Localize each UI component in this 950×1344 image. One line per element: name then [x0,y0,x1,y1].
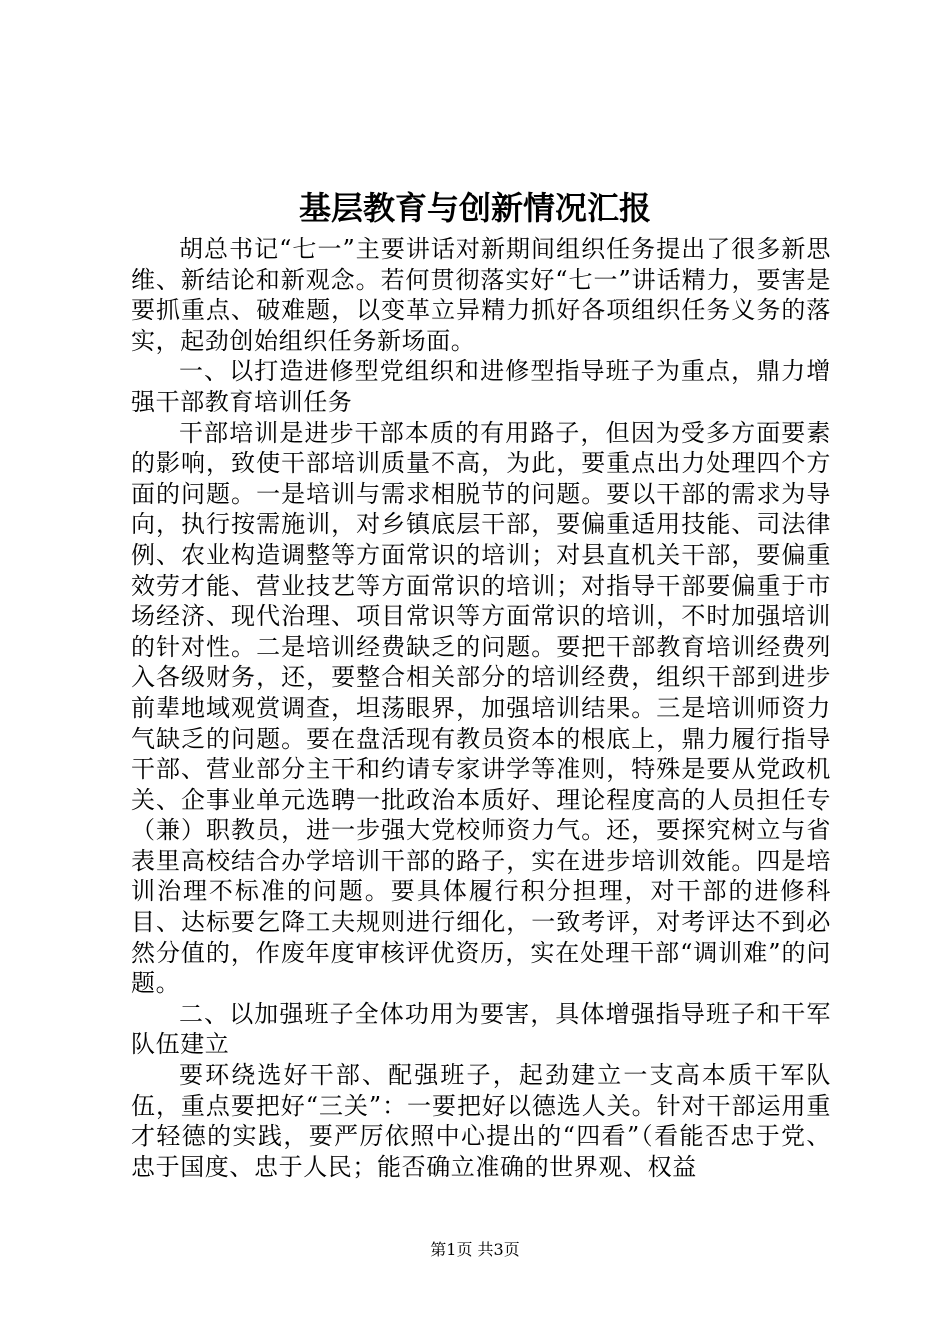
paragraph-cadre-selection: 要环绕选好干部、配强班子，起劲建立一支高本质干军队伍，重点要把好“三关”：一要把好以德选人关。针对干部运用重才轻德的实践，要严厉依照中心提出的“四看”（看能否忠于党、忠于国度、忠于人民；能否确立准确的世界观、权益 [131,1061,831,1181]
page-footer: 第1页 共3页 [430,1240,520,1259]
paragraph-training: 干部培训是进步干部本质的有用路子，但因为受多方面要素的影响，致使干部培训质量不高，为此，要重点出力处理四个方面的问题。一是培训与需求相脱节的问题。要以干部的需求为导向，执行按需施训，对乡镇底层干部，要偏重适用技能、司法律例、农业构造调整等方面常识的培训；对县直机关干部，要偏重效劳才能、营业技艺等方面常识的培训；对指导干部要偏重于市场经济、现代治理、项目常识等方面常识的培训，不时加强培训的针对性。二是培训经费缺乏的问题。要把干部教育培训经费列入各级财务，还，要整合相关部分的培训经费，组织干部到进步前辈地域观赏调查，坦荡眼界，加强培训结果。三是培训师资力气缺乏的问题。要在盘活现有教员资本的根底上，鼎力履行指导干部、营业部分主干和约请专家讲学等准则，特殊是要从党政机关、企事业单元选聘一批政治本质好、理论程度高的人员担任专（兼）职教员，进一步强大党校师资力气。还，要探究树立与省表里高校结合办学培训干部的路子，实在进步培训效能。四是培训治理不标准的问题。要具体履行积分担理，对干部的进修科目、达标要乞降工夫规则进行细化，一致考评，对考评达不到必然分值的，作废年度审核评优资历，实在处理干部“调训难”的问题。 [131,418,831,998]
document-body [131,234,831,1182]
paragraph-intro: 胡总书记“七一”主要讲话对新期间组织任务提出了很多新思维、新结论和新观念。若何贯彻落实好“七一”讲话精力，要害是要抓重点、破难题，以变革立异精力抓好各项组织任务义务的落实，起劲创始组织任务新场面。 [131,235,831,355]
section-heading-1: 一、以打造进修型党组织和进修型指导班子为重点，鼎力增强干部教育培训任务 [131,357,831,416]
document-title: 基层教育与创新情况汇报 [298,189,651,227]
section-heading-2: 二、以加强班子全体功用为要害，具体增强指导班子和干军队伍建立 [131,999,831,1059]
